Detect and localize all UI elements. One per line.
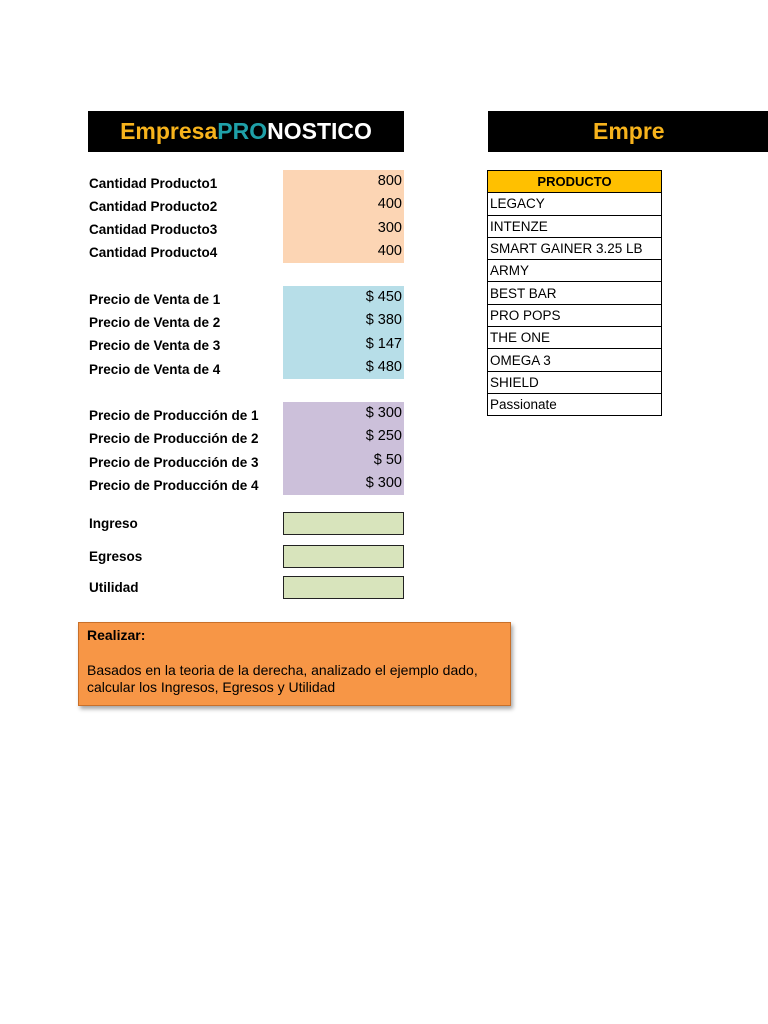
egresos-input-cell[interactable]: [283, 545, 404, 568]
cell-precio-venta-3[interactable]: $ 147: [365, 335, 402, 352]
table-row: [488, 237, 662, 259]
product-cell[interactable]: BEST BAR: [488, 282, 662, 304]
banner-text-empresa: Empresa: [120, 118, 218, 144]
product-cell[interactable]: LEGACY: [488, 193, 662, 215]
label-precio-produccion-2: Precio de Producción de 2: [89, 431, 259, 446]
precio-produccion-values: [283, 402, 404, 495]
table-row: [488, 327, 662, 349]
product-cell[interactable]: Passionate: [488, 393, 662, 415]
label-precio-venta-1: Precio de Venta de 1: [89, 292, 221, 307]
banner-text-right: Empre: [593, 118, 665, 144]
label-precio-produccion-3: Precio de Producción de 3: [89, 455, 259, 470]
cell-cantidad-3[interactable]: 300: [377, 219, 402, 236]
table-header-row: [488, 171, 662, 193]
label-precio-venta-2: Precio de Venta de 2: [89, 315, 221, 330]
label-precio-venta-3: Precio de Venta de 3: [89, 338, 221, 353]
product-cell[interactable]: THE ONE: [488, 327, 662, 349]
cell-cantidad-4[interactable]: 400: [377, 242, 402, 259]
label-precio-produccion-1: Precio de Producción de 1: [89, 408, 259, 423]
table-row: [488, 215, 662, 237]
banner-title-left: [88, 111, 404, 152]
precio-venta-values: [283, 286, 404, 379]
product-cell[interactable]: SMART GAINER 3.25 LB: [488, 237, 662, 259]
cell-precio-venta-2[interactable]: $ 380: [365, 312, 402, 329]
product-table: [487, 170, 662, 416]
cell-precio-venta-4[interactable]: $ 480: [365, 358, 402, 375]
label-precio-venta-4: Precio de Venta de 4: [89, 362, 221, 377]
product-cell[interactable]: SHIELD: [488, 371, 662, 393]
table-row: [488, 393, 662, 415]
ingreso-input-cell[interactable]: [283, 512, 404, 535]
utilidad-input-cell[interactable]: [283, 576, 404, 599]
label-egresos: Egresos: [89, 549, 143, 564]
label-ingreso: Ingreso: [89, 516, 138, 531]
table-header-producto[interactable]: PRODUCTO: [488, 171, 662, 193]
cell-cantidad-2[interactable]: 400: [377, 196, 402, 213]
banner-title-right: [488, 111, 768, 152]
label-cantidad-3: Cantidad Producto3: [89, 222, 218, 237]
label-cantidad-4: Cantidad Producto4: [89, 245, 218, 260]
cell-precio-venta-1[interactable]: $ 450: [365, 289, 402, 305]
instruction-note[interactable]: [78, 622, 511, 706]
cell-precio-produccion-1[interactable]: $ 300: [365, 405, 402, 421]
table-row: [488, 282, 662, 304]
label-utilidad: Utilidad: [89, 580, 139, 595]
label-cantidad-2: Cantidad Producto2: [89, 199, 218, 214]
note-title: Realizar:: [87, 627, 146, 643]
table-row: [488, 193, 662, 215]
product-cell[interactable]: OMEGA 3: [488, 349, 662, 371]
banner-text-pro: PRO: [217, 118, 268, 144]
cell-precio-produccion-3[interactable]: $ 50: [373, 451, 402, 468]
product-cell[interactable]: INTENZE: [488, 215, 662, 237]
table-row: [488, 371, 662, 393]
product-cell[interactable]: PRO POPS: [488, 304, 662, 326]
note-body: Basados en la teoria de la derecha, analizado el ejemplo dado, calcular los Ingresos, Egresos y Utilidad: [87, 662, 478, 695]
label-precio-produccion-4: Precio de Producción de 4: [89, 478, 259, 493]
cell-cantidad-1[interactable]: 800: [377, 173, 402, 189]
cell-precio-produccion-2[interactable]: $ 250: [365, 428, 402, 445]
product-cell[interactable]: ARMY: [488, 260, 662, 282]
cell-precio-produccion-4[interactable]: $ 300: [365, 474, 402, 491]
cantidad-values: [283, 170, 404, 263]
label-cantidad-1: Cantidad Producto1: [89, 176, 218, 191]
table-row: [488, 349, 662, 371]
table-row: [488, 260, 662, 282]
table-row: [488, 304, 662, 326]
banner-text-nostico: NOSTICO: [267, 118, 372, 144]
